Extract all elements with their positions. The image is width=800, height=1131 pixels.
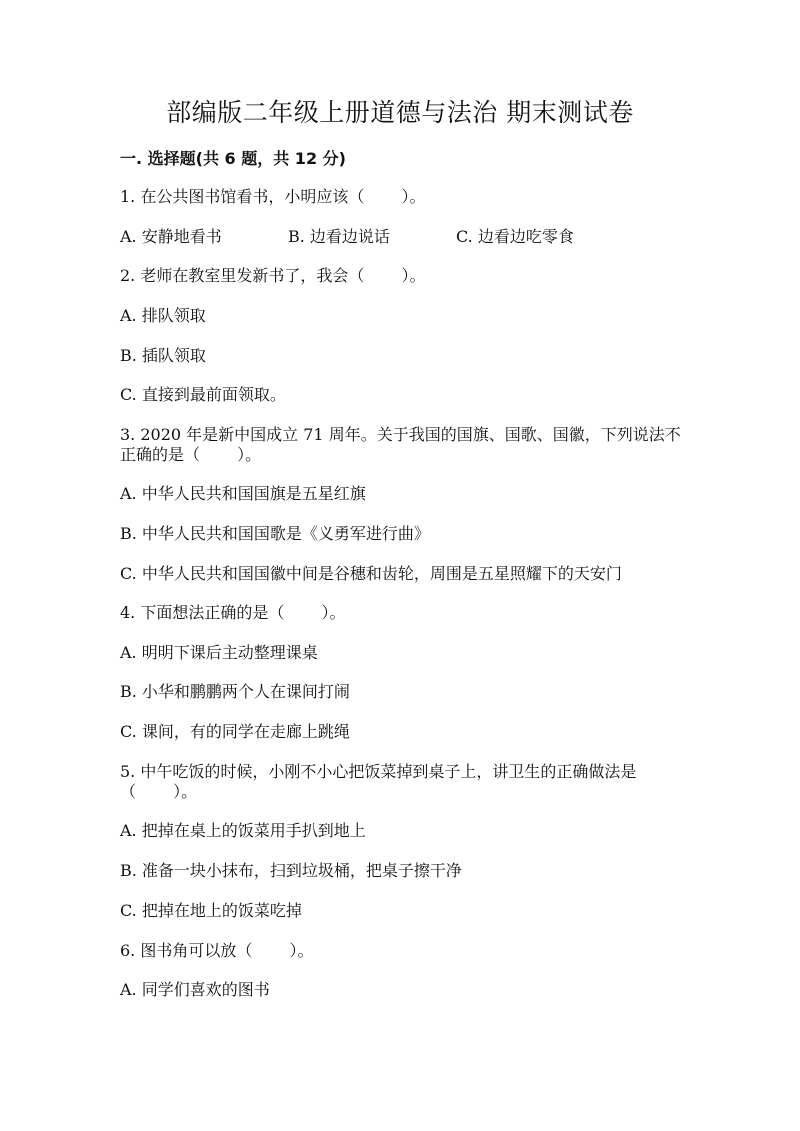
section-heading: 一. 选择题(共 6 题，共 12 分) [120, 149, 346, 168]
question-5-stem-line-2: （ ）。 [120, 782, 198, 801]
question-2-option-a: A. 排队领取 [120, 306, 206, 325]
question-4-stem: 4. 下面想法正确的是（ ）。 [120, 603, 346, 622]
question-1-stem: 1. 在公共图书馆看书，小明应该（ ）。 [120, 187, 426, 206]
question-3-option-c: C. 中华人民共和国国徽中间是谷穗和齿轮，周围是五星照耀下的天安门 [120, 564, 622, 583]
question-5-option-a: A. 把掉在桌上的饭菜用手扒到地上 [120, 821, 366, 840]
question-4-option-c: C. 课间，有的同学在走廊上跳绳 [120, 722, 350, 741]
question-6-stem: 6. 图书角可以放（ ）。 [120, 941, 314, 960]
question-1-option-c: C. 边看边吃零食 [456, 227, 574, 246]
question-3-option-b: B. 中华人民共和国国歌是《义勇军进行曲》 [120, 524, 430, 543]
question-5-option-b: B. 准备一块小抹布，扫到垃圾桶，把桌子擦干净 [120, 861, 462, 880]
question-6-option-a: A. 同学们喜欢的图书 [120, 980, 270, 999]
question-2-option-b: B. 插队领取 [120, 346, 206, 365]
question-3-stem-line-2: 正确的是（ ）。 [120, 445, 262, 464]
question-4-option-a: A. 明明下课后主动整理课桌 [120, 643, 318, 662]
question-5-option-c: C. 把掉在地上的饭菜吃掉 [120, 901, 302, 920]
question-1-options [120, 226, 680, 248]
question-1-option-b: B. 边看边说话 [288, 227, 390, 246]
question-1-option-a: A. 安静地看书 [120, 227, 222, 246]
question-2-option-c: C. 直接到最前面领取。 [120, 385, 286, 404]
question-3-option-a: A. 中华人民共和国国旗是五星红旗 [120, 484, 366, 503]
question-2-stem: 2. 老师在教室里发新书了，我会（ ）。 [120, 266, 426, 285]
question-4-option-b: B. 小华和鹏鹏两个人在课间打闹 [120, 682, 350, 701]
page-title: 部编版二年级上册道德与法治 期末测试卷 [166, 98, 634, 127]
question-5-stem-line-1: 5. 中午吃饭的时候，小刚不小心把饭菜掉到桌子上，讲卫生的正确做法是 [120, 762, 637, 781]
question-3-stem-line-1: 3. 2020 年是新中国成立 71 周年。关于我国的国旗、国歌、国徽，下列说法不 [120, 425, 681, 444]
